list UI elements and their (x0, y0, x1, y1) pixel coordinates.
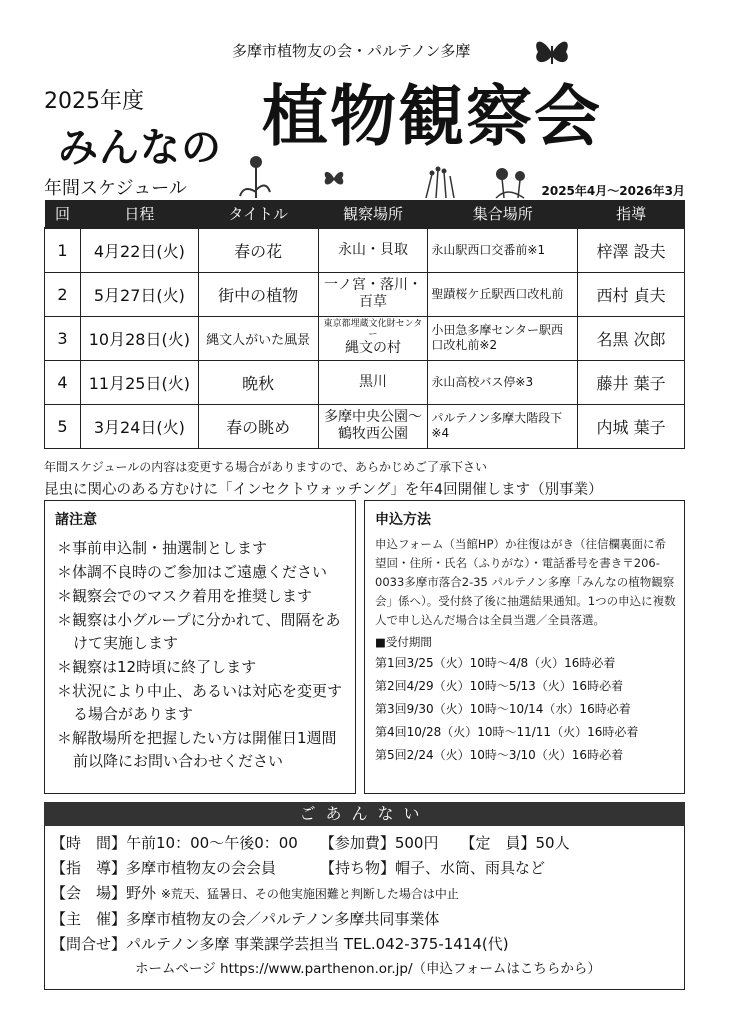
caution-item: ＊事前申込制・抽選制とします (57, 539, 268, 557)
row-place (318, 316, 428, 360)
header-leader: 指導 (578, 200, 685, 228)
row-meeting: パルテノン多摩大階段下※4 (428, 404, 578, 448)
row-leader: 梓澤 設夫 (578, 228, 685, 272)
row-title: 街中の植物 (198, 272, 318, 316)
cautions-box (44, 500, 356, 794)
row-title: 縄文人がいた風景 (198, 316, 318, 360)
annual-schedule-label: 年間スケジュール (44, 178, 187, 199)
row-place: 一ノ宮・落川・百草 (318, 272, 428, 316)
guidance-body (44, 826, 685, 990)
bring-label: 【持ち物】 (320, 859, 396, 877)
homepage-line[interactable]: ホームページ https://www.parthenon.or.jp/（申込フォームはこちらから） (135, 961, 601, 977)
flower-icon (236, 152, 272, 200)
period-label: 2025年4月～2026年3月 (541, 184, 685, 198)
guidance-header: ごあんない (44, 802, 685, 826)
small-butterfly-icon (322, 168, 346, 188)
caution-item: ＊体調不良時のご参加はご遠慮ください (57, 563, 328, 581)
guidance-row-time (51, 831, 678, 856)
title-prefix: みんなの (58, 125, 222, 171)
row-place-main: 縄文の村 (345, 340, 401, 357)
reception-period-item: 第2回4/29（火）10時～5/13（火）16時必着 (375, 679, 624, 693)
row-place: 多摩中央公園～鶴牧西公園 (318, 404, 428, 448)
header-title: タイトル (198, 200, 318, 228)
application-text: 申込フォーム（当館HP）か往復はがき（往信欄裏面に希望回・住所・氏名（ふりがな）・電話番号を書き〒206-0033多摩市落合2-35 パルテノン多摩「みんなの植物観察会」係へ）。受付終了後に抽選結果通知。1つの申込に複数人で申し込んだ場合は全員当選／全員落選。 (375, 537, 676, 627)
contact-value: パルテノン多摩 事業課学芸担当 TEL.042-375-1414(代) (126, 935, 509, 953)
time-label: 【時 間】 (51, 834, 127, 852)
application-title: 申込方法 (375, 512, 431, 528)
venue-value: 野外 (126, 884, 157, 902)
instructor-label: 【指 導】 (51, 859, 127, 877)
reception-period-item: 第5回2/24（火）10時～3/10（火）16時必着 (375, 748, 624, 762)
row-meeting: 小田急多摩センター駅西口改札前※2 (428, 316, 578, 360)
capacity-label: 【定 員】 (460, 834, 536, 852)
application-box (364, 500, 685, 794)
guidance-row-instructor (51, 856, 678, 881)
row-place: 永山・貝取 (318, 228, 428, 272)
venue-note: ※荒天、猛暑日、その他実施困難と判断した場合は中止 (160, 887, 459, 901)
row-title: 春の花 (198, 228, 318, 272)
row-title: 春の眺め (198, 404, 318, 448)
row-no: 3 (45, 316, 81, 360)
row-date: 3月24日(火) (80, 404, 198, 448)
fee-label: 【参加費】 (319, 834, 395, 852)
reception-period-item: 第1回3/25（火）10時～4/8（火）16時必着 (375, 656, 616, 670)
butterfly-icon (532, 34, 572, 72)
year-label: 2025年度 (44, 89, 144, 114)
caution-item: ＊状況により中止、あるいは対応を変更する場合があります (57, 682, 343, 723)
reception-period-item: 第3回9/30（火）10時～10/14（水）16時必着 (375, 702, 631, 716)
bring-value: 帽子、水筒、雨具など (395, 859, 546, 877)
insect-watching-note: 昆虫に関心のある方むけに「インセクトウォッチング」を年4回開催します（別事業） (44, 482, 603, 498)
row-leader: 名黒 次郎 (578, 316, 685, 360)
row-leader: 西村 貞夫 (578, 272, 685, 316)
header-no: 回 (45, 200, 81, 228)
row-date: 5月27日(火) (80, 272, 198, 316)
caution-item: ＊観察会でのマスク着用を推奨します (57, 587, 313, 605)
host-label: 【主 催】 (51, 910, 127, 928)
capacity-value: 50人 (535, 834, 570, 852)
row-no: 4 (45, 360, 81, 404)
host-value: 多摩市植物友の会／パルテノン多摩共同事業体 (126, 910, 440, 928)
grass-flower-icon (418, 164, 462, 200)
table-row (45, 272, 685, 316)
row-meeting: 永山駅西口交番前※1 (428, 228, 578, 272)
caution-item: ＊観察は12時頃に終了します (57, 658, 257, 676)
guidance-row-host (51, 907, 678, 932)
row-no: 2 (45, 272, 81, 316)
table-row (45, 316, 685, 360)
contact-label: 【問合せ】 (51, 935, 127, 953)
reception-period-title: ■受付期間 (375, 635, 432, 649)
guidance-row-contact (51, 932, 678, 957)
row-leader: 内城 葉子 (578, 404, 685, 448)
table-row (45, 404, 685, 448)
row-place-sub: 東京都埋蔵文化財センター (323, 318, 423, 340)
header-date: 日程 (80, 200, 198, 228)
main-title: 植物観察会 (262, 78, 602, 155)
row-meeting: 聖蹟桜ケ丘駅西口改札前 (428, 272, 578, 316)
caution-item: ＊観察は小グループに分かれて、間隔をあけて実施します (57, 611, 341, 652)
guidance-row-venue (51, 881, 678, 907)
row-leader: 藤井 葉子 (578, 360, 685, 404)
table-row (45, 360, 685, 404)
row-place: 黒川 (318, 360, 428, 404)
venue-label: 【会 場】 (51, 884, 127, 902)
instructor-value: 多摩市植物友の会会員 (126, 859, 277, 877)
row-date: 11月25日(火) (80, 360, 198, 404)
dandelion-icon (490, 164, 530, 200)
row-meeting: 永山高校バス停※3 (428, 360, 578, 404)
cautions-title: 諸注意 (55, 512, 97, 528)
row-no: 5 (45, 404, 81, 448)
row-no: 1 (45, 228, 81, 272)
cautions-list (45, 533, 355, 773)
caution-item: ＊解散場所を把握したい方は開催日1週間前以降にお問い合わせください (57, 729, 337, 770)
organizer-line: 多摩市植物友の会・パルテノン多摩 (232, 42, 471, 60)
header-meeting: 集合場所 (428, 200, 578, 228)
schedule-table (44, 200, 685, 449)
row-date: 10月28日(火) (80, 316, 198, 360)
reception-period-item: 第4回10/28（火）10時～11/11（火）16時必着 (375, 725, 639, 739)
table-row (45, 228, 685, 272)
schedule-change-note: 年間スケジュールの内容は変更する場合がありますので、あらかじめご了承下さい (44, 460, 488, 474)
row-title: 晩秋 (198, 360, 318, 404)
table-header-row (45, 200, 685, 228)
fee-value: 500円 (394, 834, 439, 852)
time-value: 午前10：00～午後0：00 (126, 834, 298, 852)
row-date: 4月22日(火) (80, 228, 198, 272)
header-place: 観察場所 (318, 200, 428, 228)
